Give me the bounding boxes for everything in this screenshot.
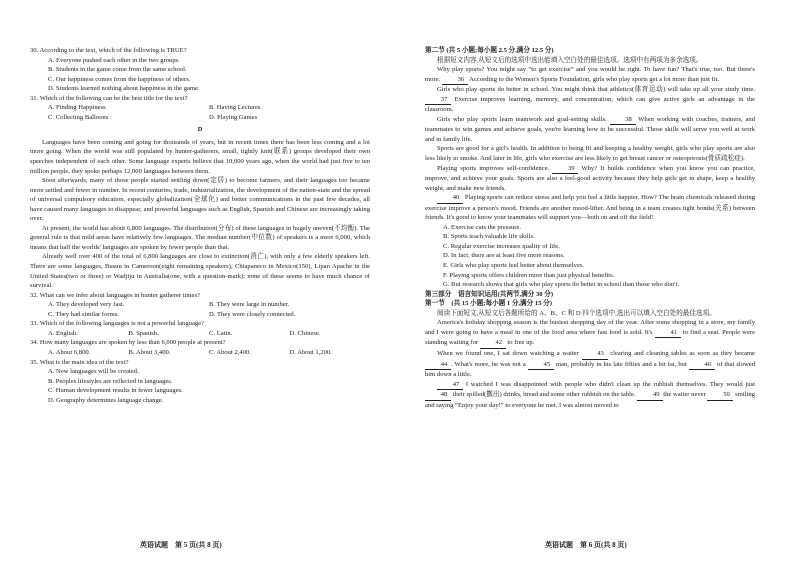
blank-43: 43 [582, 349, 608, 360]
passage-paragraph-1: Languages have been coming and going for thousands of years, but in recent times there has been less coming and a lot more going. When the world was still populated by hunter-gatherers, small, tightly knit(联系) groups developed their own speeches independent of each other. Some language experts believe that 10,000 years ago, when the world had just five to ten million people, they spoke perhaps 12,000 languages between them. [30, 138, 370, 175]
blank-50: 50 [707, 390, 733, 401]
q34-options [30, 348, 370, 358]
q31-option-c: C. Collecting Balloons [48, 113, 109, 121]
passage-paragraph-3: At present, the world has about 6,800 languages. The distribution(分布) of these languages in hugely uneven(不均衡). The general rule is that mild areas have relatively few languages. The median number(中位数) of speakers is a mere 6,000, which means that half the worlds' languages are spoken by fewer people than that. [30, 224, 370, 251]
q34-option-c: C. About 2,400. [209, 348, 251, 356]
sports-paragraph-3 [425, 115, 755, 145]
cloze-text-2: to find a seat. People were standing waiting for [425, 328, 755, 347]
q30-option-a: A. Everyone pushed each other in the two groups. [48, 56, 180, 64]
blank-38: 38 [610, 115, 636, 126]
sports-paragraph-1 [425, 65, 755, 85]
blank-36: 36 [442, 75, 468, 86]
q35-stem: 35. What is the main idea of the text? [30, 358, 129, 366]
q33-option-c: C. Latin. [209, 329, 233, 337]
q35-option-b: B. Peoples lifestyles are reflected in languages. [48, 377, 173, 385]
q31-options-row2 [30, 113, 370, 123]
right-page-footer: 英语试题 第 6 页(共 8 页) [545, 541, 627, 549]
section2-instructions: 根据短文内容,从短文后的选项中选出能填入空白处的最佳选项。选项中有两项为多余选项。 [437, 56, 703, 64]
q31-option-d: D. Playing Games [209, 113, 258, 121]
sports-p3-text-b: When working with coaches, trainers, and teammates to win games and achieve goals, you're learning how to be successful. Those skills will serve you well at work and in family life. [425, 115, 755, 143]
blank-47: 47 [437, 380, 463, 391]
q32-option-c: C. They had similar forms. [48, 310, 119, 318]
cloze-text-8: of that slowed him down a little. [425, 360, 756, 379]
passage-paragraph-2: Soon afterwards, many of those people started settling down(定居) to become farmers, and their languages too became more settled and fewer in number. In recent centuries, trade, industrialization, the development of the nation-state and the spread of universal compulsory education, especially globalization(全球化) and better communications in the past few decades, all have caused many languages to disappear, and powerful languages such as English, Spanish and Chinese are increasingly taking over. [30, 177, 370, 223]
q31-stem: 31. Which of the following can be the best title for the text? [30, 94, 188, 102]
q30-option-d: D. Students learned nothing about happiness in the game. [48, 85, 200, 93]
q30-option-b: B. Students in the game come from the same school. [48, 66, 187, 74]
cloze-text-3: to free up. [507, 339, 535, 347]
sports-paragraph-5 [425, 164, 755, 194]
q34-stem: 34. How many languages are spoken by less than 6,000 people at present? [30, 339, 226, 347]
cloze-text-6: . What's more, he was not a [451, 360, 526, 368]
q32-option-d: D. They were closely connected. [209, 310, 296, 318]
q34-option-a: A. About 6,800. [48, 348, 91, 356]
sports-paragraph-4: Sports are good for a girl's health. In addition to being fit and keeping a healthy weight, girls who play sports are also less likely to smoke. And later in life, girls who exercise are less likely to get breast cancer or osteoporosis(骨质疏松症). [425, 145, 755, 163]
left-page-footer: 英语试题 第 5 页(共 8 页) [140, 541, 222, 549]
q34-option-d: D. About 1,200. [289, 348, 332, 356]
blank-49: 49 [637, 390, 663, 401]
sports-option-b: B. Sports teach valuable life skills. [443, 233, 535, 241]
sports-option-c: C. Regular exercise increases quality of life. [443, 242, 560, 250]
q32-stem: 32. What can we infer about languages in hunter gatherer times? [30, 291, 200, 299]
cloze-text-12: smiling and saying “Enjoy your day!” to everyone he met. I was almost moved to [425, 391, 755, 409]
cloze-text-9: I watched I was disappointed with people who didn't clean up the rubbish themselves. They would just [465, 380, 756, 388]
blank-42: 42 [480, 338, 506, 349]
sports-p5-text-a: Playing sports improves self-confidence. [437, 164, 550, 172]
q32-option-b: B. They were large in number. [209, 301, 290, 309]
q32-option-a: A. They developed very fast. [48, 301, 125, 309]
q34-option-b: B. About 3,400. [128, 348, 171, 356]
q35-option-d: D. Geography determines language change. [48, 396, 164, 404]
passage-paragraph-4: Already well over 400 of the total of 6,800 languages are close to extinction(消亡), with only a few elderly speakers left. There are some languages, Busuu in Cameroon(eight remaining speakers), Chiapaneco in Mexico(150), Lipan Apache in the United States(two or three) or Wadjiju in Australia(one, with a question-mark); none of these seems to have much chance of survival. [30, 253, 370, 290]
q31-option-a: A. Finding Happiness [48, 104, 106, 112]
sports-p1-text-a: Why play sports? You might say “to get exercise” and you would be right. To have fun? That's true, too. But there's more. [425, 66, 755, 83]
q30-option-c: C. Our happiness comes from the happiness of others. [48, 75, 191, 83]
cloze-text-11: the waiter never [663, 391, 706, 399]
q35-option-a: A. New languages will be created. [48, 368, 139, 376]
sports-option-e: E. Girls who play sports feel better about themselves. [443, 262, 584, 270]
left-column [30, 46, 370, 405]
q33-options [30, 329, 370, 339]
sports-option-d: D. In fact, there are at least five more reasons. [443, 252, 565, 260]
right-column [425, 46, 755, 410]
q32-options-row1 [30, 300, 370, 310]
q31-options-row1 [30, 103, 370, 113]
sports-option-f: F. Playing sports offers children more than just physical benefits. [443, 271, 615, 279]
q33-option-a: A. English. [48, 329, 78, 337]
blank-41: 41 [655, 328, 681, 339]
q30-stem: 30. According to the text, which of the following is TRUE? [30, 47, 187, 54]
blank-40: 40 [437, 193, 463, 204]
part3-section1-title: 第一节 (共 15 小题;每小题 1 分,满分 15 分) [425, 300, 552, 308]
cloze-text-7: man, probably in his late fifties and a bit fat, but [555, 360, 687, 368]
part3-title: 第三部分 语言知识运用(共两节,满分 30 分) [425, 290, 554, 298]
q33-option-d: D. Chinese. [289, 329, 321, 337]
q33-option-b: B. Spanish. [128, 329, 159, 337]
cloze-text-10: their spilled(撒出) drinks, bread and some other rubbish on the table. [452, 391, 636, 399]
cloze-paragraph-1 [425, 318, 755, 349]
blank-44: 44 [425, 360, 451, 371]
q32-options-row2 [30, 310, 370, 320]
sports-p1-text-b: According to the Women's Sports Foundation, girls who play sports get a lot more than just fit. [469, 75, 720, 83]
sports-option-a: A. Exercise cuts the pressure. [443, 223, 521, 231]
sports-p2-text-a: Girls who play sports do better in school. You might think that athletics(体育运动) will take up all your study time. [437, 86, 755, 94]
part3-section1-instructions: 阅读下面短文,从短文后各题所给的 A、B、C 和 D 四个选项中,选出可以填入空白处的最佳选项。 [437, 309, 716, 317]
q33-stem: 33. Which of the following languages is not a powerful language? [30, 320, 205, 328]
sports-option-g: G. But research shows that girls who play sports do better in school than those who don't. [443, 281, 679, 289]
cloze-paragraph-3 [425, 380, 755, 411]
blank-37: 37 [425, 95, 451, 106]
q35-option-c: C. Human development results in fewer languages. [48, 387, 183, 395]
sports-p6-text: Playing sports can reduce stress and help you feel a little happier. How? The brain chemicals released during exercise improve a person's mood. Friends are another mood-lifter. And being in a team creates tight bonds(关系) between friends. It's good to know your teammates will support you—both on and off the field! [425, 194, 755, 222]
sports-p2-text-b: Exercise improves learning, memory, and concentration, which can give active girls an advantage in the classroom. [425, 95, 755, 114]
sports-p5-text-b: Why? It builds confidence when you know you can practice, improve, and achieve your goals. Sports are also a feel-good activity because they help girls get in shape, keep a healthy weight, and make new friends. [425, 164, 755, 192]
section2-title: 第二节 (共 5 小题;每小题 2.5 分,满分 12.5 分) [425, 47, 554, 54]
blank-46: 46 [689, 360, 715, 371]
sports-p3-text-a: Girls who play sports learn teamwork and goal-setting skills. [437, 115, 607, 123]
sports-paragraph-6 [425, 193, 755, 223]
blank-45: 45 [528, 360, 554, 371]
section-d-heading: D [197, 126, 203, 134]
q31-option-b: B. Having Lectures [209, 104, 261, 112]
cloze-text-5: clearing and cleaning tables as soon as they became [610, 349, 755, 357]
blank-48: 48 [425, 390, 451, 401]
sports-paragraph-2 [425, 85, 755, 115]
cloze-text-4: When we found one, I sat down watching a waiter [437, 349, 579, 357]
cloze-text-1: America's holiday shopping season is the busiest shopping day of the year. After some shopping in a store, my family and I were going to have a meal in one of the food area where fast food is sold. It's [425, 319, 755, 336]
blank-39: 39 [552, 164, 578, 175]
cloze-paragraph-2 [425, 349, 755, 380]
